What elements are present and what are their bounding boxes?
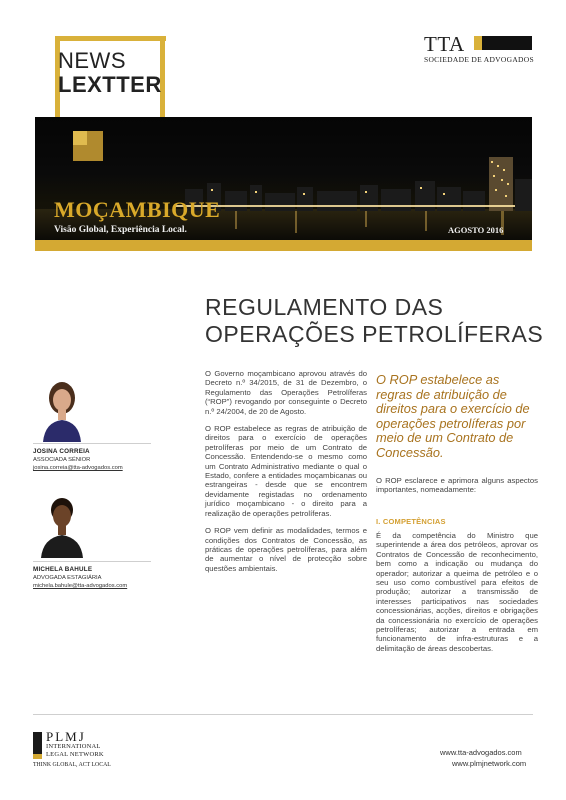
author-email-link[interactable]: michela.bahule@tta-advogados.com (33, 583, 128, 589)
author-divider (33, 561, 151, 562)
firm-logo-bar-accent (474, 36, 482, 50)
author-photo-michela (33, 492, 91, 558)
network-slogan: THINK GLOBAL, ACT LOCAL (33, 762, 111, 768)
article-title-line1: REGULAMENTO DAS (205, 294, 444, 320)
author-email-link[interactable]: josina.correia@tta-advogados.com (33, 465, 123, 471)
network-logo-name: PLMJ (46, 729, 86, 744)
pull-quote: O ROP estabelece as regras de atribuição de direitos para o exercício de operações petrolíferas por meio de um Contrato de Concessão. (376, 372, 530, 460)
author-photo-josina (33, 376, 91, 442)
article-column-left (205, 369, 367, 581)
article-paragraph: O ROP vem definir as modalidades, termos e condições dos Contratos de Concessão, as práticas de operações petrolíferas, para além de aumentar o nível de protecção sobre questões ambientais. (205, 526, 367, 573)
section-heading: I. COMPETÊNCIAS (376, 517, 446, 526)
author-role: ASSOCIADA SÉNIOR (33, 457, 91, 463)
article-paragraph: O ROP esclarece e aprimora alguns aspectos importantes, nomeadamente: (376, 476, 538, 495)
article-paragraph: O Governo moçambicano aprovou através do Decreto n.º 34/2015, de 31 de Dezembro, o Regulamento das Operações Petrolíferas (“ROP”) revogando por conseguinte o Decreto n.º 24/2004, de 20 de Agosto. (205, 369, 367, 416)
city-night-banner (35, 117, 532, 242)
firm-logo-bar (474, 36, 532, 50)
footer-divider (33, 714, 533, 715)
author-role: ADVOGADA ESTAGIÁRIA (33, 575, 102, 581)
article-paragraph: O ROP estabelece as regras de atribuição de direitos para o exercício de operações petrolíferas por meio de um Contrato de Concessão. Entendendo-se o mesmo como um Contrato Administrativo mediante o qual o Estado, confere a entidades moçambicanas ou estrangeiras - desde que se encontrem devidamente registadas no ordenamento jurídico moçambicano - o direito para a realização de operações petrolíferas. (205, 424, 367, 518)
author-name: JOSINA CORREIA (33, 448, 90, 455)
article-paragraph: É da competência do Ministro que superintende a área dos petróleos, aprovar os Contratos de Concessão de reconhecimento, bem como a indicação ou mudança do operador; autorizar a queima de petróleo e o seu uso como combustível para efeitos de produção; autorizar a transmissão de interesses participativos nas sociedades concessionárias, acções, direitos e obrigações da concessionária no exercício de operações petrolíferas; autorizar a entrada em funcionamento de infra-estruturas e a delimitação de áreas descobertas. (376, 531, 538, 653)
article-title-line2: OPERAÇÕES PETROLÍFERAS (205, 321, 544, 347)
newsletter-title-line2: LEXTTER (58, 72, 162, 97)
newsletter-title-line1: NEWS (58, 48, 126, 73)
banner-country: MOÇAMBIQUE (54, 197, 221, 222)
network-logo-line2: LEGAL NETWORK (46, 751, 104, 758)
article-column-right (376, 531, 538, 661)
article-title (205, 294, 543, 348)
network-logo-mark-icon (33, 732, 42, 754)
website-link-plmj[interactable]: www.plmjnetwork.com (452, 759, 527, 768)
firm-logo-subtitle: SOCIEDADE DE ADVOGADOS (424, 55, 534, 64)
city-skyline-image (35, 117, 532, 242)
banner-tagline: Visão Global, Experiência Local. (54, 225, 187, 235)
website-link-tta[interactable]: www.tta-advogados.com (440, 748, 522, 757)
author-name: MICHELA BAHULE (33, 566, 93, 573)
network-logo-accent-icon (33, 754, 42, 759)
author-divider (33, 443, 151, 444)
banner-date: AGOSTO 2016 (448, 225, 504, 235)
network-logo-line1: INTERNATIONAL (46, 743, 101, 750)
banner-gold-bar (35, 240, 532, 251)
article-column-right-intro (376, 476, 538, 503)
firm-logo-name: TTA (424, 32, 465, 56)
